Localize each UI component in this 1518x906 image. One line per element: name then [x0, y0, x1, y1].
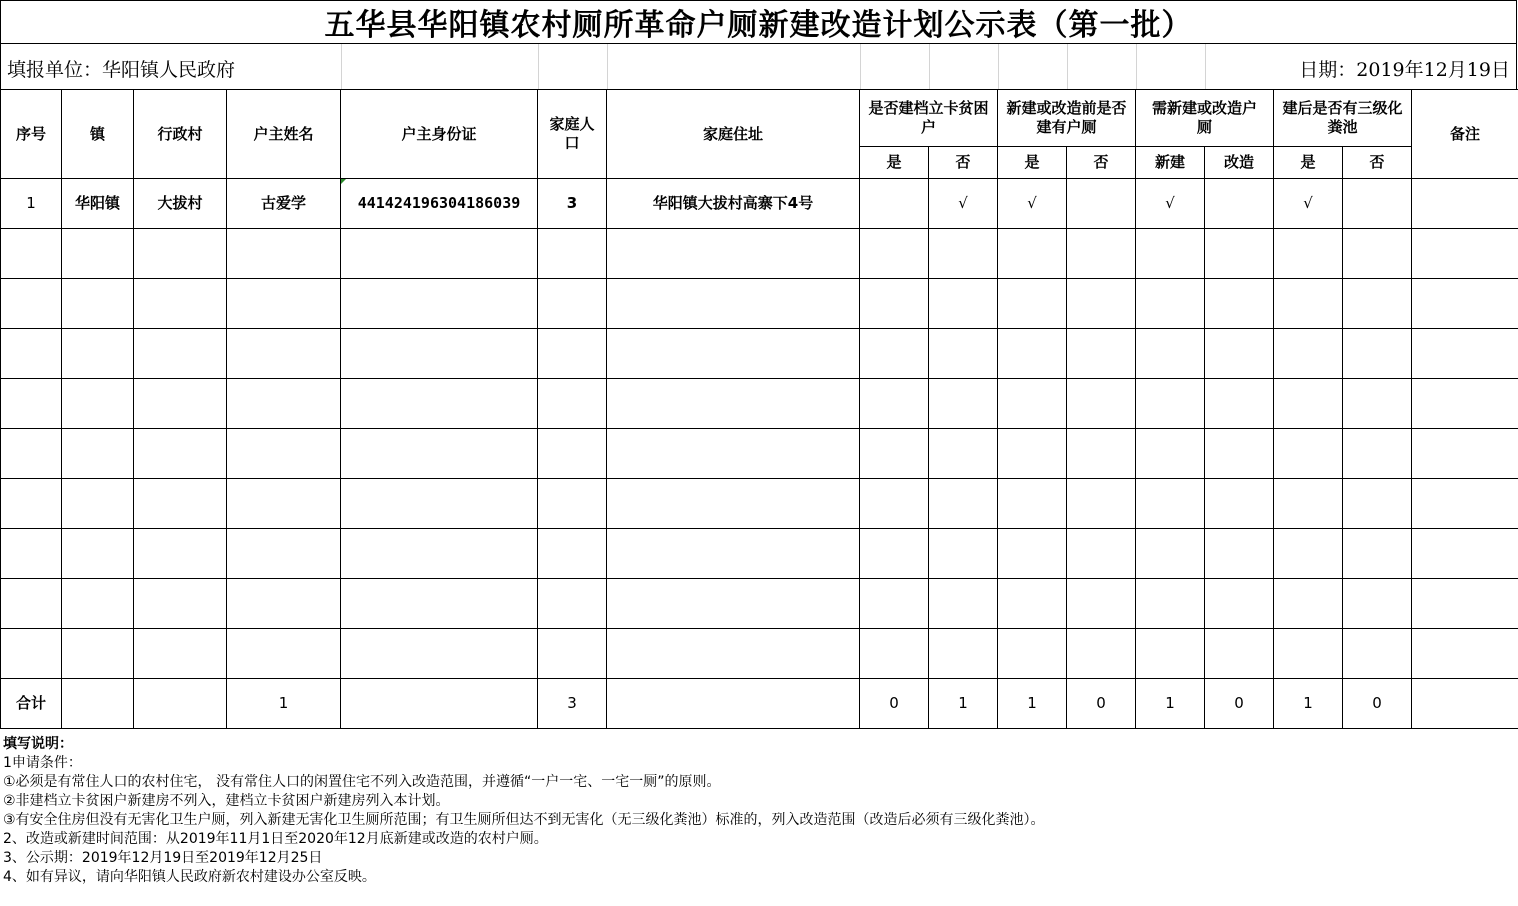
- table-row: [1, 629, 1518, 679]
- note-line: ③有安全住房但没有无害化卫生户厕，列入新建无害化卫生厕所范围；有卫生厕所但达不到无害化（无三级化粪池）标准的，列入改造范围（改造后必须有三级化粪池）。: [3, 812, 1045, 828]
- empty-cell[interactable]: [929, 629, 998, 679]
- empty-cell[interactable]: [1274, 279, 1343, 329]
- total-had-no[interactable]: 0: [1067, 679, 1136, 729]
- empty-cell[interactable]: [538, 229, 607, 279]
- header-village: 行政村: [134, 90, 227, 179]
- empty-cell[interactable]: [1274, 629, 1343, 679]
- empty-cell[interactable]: [929, 329, 998, 379]
- empty-cell[interactable]: [1136, 379, 1205, 429]
- cell-comment-marker: [341, 179, 346, 184]
- empty-cell[interactable]: [134, 379, 227, 429]
- table-row: [1, 329, 1518, 379]
- empty-cell[interactable]: [1136, 429, 1205, 479]
- subheader-need-renovate: 改造: [1205, 147, 1274, 179]
- empty-cell[interactable]: [1343, 429, 1412, 479]
- empty-cell[interactable]: [1205, 479, 1274, 529]
- empty-cell[interactable]: [860, 379, 929, 429]
- empty-cell[interactable]: [607, 479, 860, 529]
- empty-cell[interactable]: [998, 229, 1067, 279]
- empty-cell[interactable]: [341, 279, 538, 329]
- empty-cell[interactable]: [134, 529, 227, 579]
- header-poor: 是否建档立卡贫困户: [860, 90, 998, 147]
- gridline: [929, 44, 930, 89]
- empty-cell[interactable]: [341, 229, 538, 279]
- subheader-septic-yes: 是: [1274, 147, 1343, 179]
- empty-cell[interactable]: [227, 529, 341, 579]
- empty-cell[interactable]: [62, 529, 134, 579]
- empty-cell[interactable]: [1274, 479, 1343, 529]
- empty-cell[interactable]: [341, 579, 538, 629]
- header-need: 需新建或改造户厕: [1136, 90, 1274, 147]
- empty-cell[interactable]: [1, 329, 62, 379]
- empty-cell[interactable]: [1205, 229, 1274, 279]
- empty-cell[interactable]: [998, 379, 1067, 429]
- plan-table: [0, 89, 1518, 729]
- empty-cell[interactable]: [1412, 379, 1518, 429]
- table-row: [1, 379, 1518, 429]
- empty-cell[interactable]: [1205, 329, 1274, 379]
- empty-cell[interactable]: [341, 379, 538, 429]
- empty-cell[interactable]: [1067, 329, 1136, 379]
- cell-owner[interactable]: 古爱学: [227, 179, 341, 229]
- total-people[interactable]: 3: [538, 679, 607, 729]
- empty-cell[interactable]: [1412, 479, 1518, 529]
- header-seq: 序号: [1, 90, 62, 179]
- cell-septic-no[interactable]: [1343, 179, 1412, 229]
- total-id[interactable]: [341, 679, 538, 729]
- table-row: [1, 429, 1518, 479]
- total-septic-no[interactable]: 0: [1343, 679, 1412, 729]
- cell-need-renovate[interactable]: [1205, 179, 1274, 229]
- reporting-unit: 填报单位：华阳镇人民政府: [7, 59, 236, 81]
- empty-cell[interactable]: [998, 479, 1067, 529]
- total-had-yes[interactable]: 1: [998, 679, 1067, 729]
- empty-cell[interactable]: [1136, 229, 1205, 279]
- cell-had-no[interactable]: [1067, 179, 1136, 229]
- total-owner[interactable]: 1: [227, 679, 341, 729]
- empty-cell[interactable]: [62, 629, 134, 679]
- empty-cell[interactable]: [860, 529, 929, 579]
- table-row: [1, 179, 1518, 229]
- empty-cell[interactable]: [1, 229, 62, 279]
- note-line: 4、如有异议，请向华阳镇人民政府新农村建设办公室反映。: [3, 869, 376, 885]
- empty-cell[interactable]: [1412, 229, 1518, 279]
- subheader-poor-yes: 是: [860, 147, 929, 179]
- empty-cell[interactable]: [860, 329, 929, 379]
- header-address: 家庭住址: [607, 90, 860, 179]
- subheader-septic-no: 否: [1343, 147, 1412, 179]
- unit-date-row: [0, 44, 1517, 89]
- empty-cell[interactable]: [1067, 379, 1136, 429]
- empty-cell[interactable]: [998, 529, 1067, 579]
- empty-cell[interactable]: [227, 379, 341, 429]
- empty-cell[interactable]: [134, 429, 227, 479]
- total-poor-yes[interactable]: 0: [860, 679, 929, 729]
- page-title: 五华县华阳镇农村厕所革命户厕新建改造计划公示表（第一批）: [0, 0, 1517, 44]
- cell-poor-no[interactable]: √: [929, 179, 998, 229]
- empty-cell[interactable]: [1343, 579, 1412, 629]
- table-row: [1, 479, 1518, 529]
- empty-cell[interactable]: [62, 429, 134, 479]
- empty-cell[interactable]: [929, 479, 998, 529]
- empty-cell[interactable]: [1136, 479, 1205, 529]
- total-row: [1, 679, 1518, 729]
- total-poor-no[interactable]: 1: [929, 679, 998, 729]
- empty-cell[interactable]: [1412, 579, 1518, 629]
- empty-cell[interactable]: [860, 479, 929, 529]
- empty-cell[interactable]: [134, 329, 227, 379]
- empty-cell[interactable]: [538, 329, 607, 379]
- empty-cell[interactable]: [1, 429, 62, 479]
- empty-cell[interactable]: [341, 329, 538, 379]
- empty-cell[interactable]: [860, 579, 929, 629]
- empty-cell[interactable]: [62, 379, 134, 429]
- total-need-new[interactable]: 1: [1136, 679, 1205, 729]
- empty-cell[interactable]: [538, 379, 607, 429]
- empty-cell[interactable]: [1205, 629, 1274, 679]
- empty-cell[interactable]: [1274, 429, 1343, 479]
- empty-cell[interactable]: [1136, 529, 1205, 579]
- empty-cell[interactable]: [227, 629, 341, 679]
- gridline: [1205, 44, 1206, 89]
- gridline: [607, 44, 608, 89]
- empty-cell[interactable]: [341, 629, 538, 679]
- empty-cell[interactable]: [1274, 379, 1343, 429]
- cell-septic-yes[interactable]: √: [1274, 179, 1343, 229]
- empty-cell[interactable]: [62, 579, 134, 629]
- empty-cell[interactable]: [860, 429, 929, 479]
- header-owner: 户主姓名: [227, 90, 341, 179]
- empty-cell[interactable]: [538, 479, 607, 529]
- empty-cell[interactable]: [929, 529, 998, 579]
- empty-cell[interactable]: [1136, 279, 1205, 329]
- header-people: 家庭人口: [538, 90, 607, 179]
- empty-cell[interactable]: [134, 579, 227, 629]
- gridline: [341, 44, 342, 89]
- empty-cell[interactable]: [998, 429, 1067, 479]
- empty-cell[interactable]: [1067, 229, 1136, 279]
- empty-cell[interactable]: [607, 629, 860, 679]
- empty-cell[interactable]: [134, 479, 227, 529]
- empty-cell[interactable]: [1205, 579, 1274, 629]
- gridline: [1136, 44, 1137, 89]
- empty-cell[interactable]: [1343, 229, 1412, 279]
- empty-cell[interactable]: [538, 429, 607, 479]
- empty-cell[interactable]: [1, 479, 62, 529]
- gridline: [1067, 44, 1068, 89]
- total-village[interactable]: [134, 679, 227, 729]
- empty-cell[interactable]: [1136, 579, 1205, 629]
- total-remark[interactable]: [1412, 679, 1518, 729]
- empty-cell[interactable]: [134, 629, 227, 679]
- note-line: ①必须是有常住人口的农村住宅， 没有常住人口的闲置住宅不列入改造范围，并遵循“一户一宅、一宅一厕”的原则。: [3, 774, 721, 790]
- subheader-had-no: 否: [1067, 147, 1136, 179]
- cell-had-yes[interactable]: √: [998, 179, 1067, 229]
- empty-cell[interactable]: [538, 279, 607, 329]
- table-row: [1, 579, 1518, 629]
- empty-cell[interactable]: [929, 229, 998, 279]
- empty-cell[interactable]: [1205, 279, 1274, 329]
- empty-cell[interactable]: [998, 629, 1067, 679]
- empty-cell[interactable]: [227, 579, 341, 629]
- empty-cell[interactable]: [1067, 279, 1136, 329]
- empty-cell[interactable]: [62, 329, 134, 379]
- empty-cell[interactable]: [1343, 329, 1412, 379]
- header-remark: 备注: [1412, 90, 1518, 179]
- cell-poor-yes[interactable]: [860, 179, 929, 229]
- empty-cell[interactable]: [1343, 529, 1412, 579]
- empty-cell[interactable]: [227, 229, 341, 279]
- empty-cell[interactable]: [538, 629, 607, 679]
- total-town[interactable]: [62, 679, 134, 729]
- header-id: 户主身份证: [341, 90, 538, 179]
- empty-cell[interactable]: [1274, 329, 1343, 379]
- empty-cell[interactable]: [607, 379, 860, 429]
- notes-section: [3, 735, 1045, 887]
- empty-cell[interactable]: [227, 279, 341, 329]
- empty-cell[interactable]: [341, 529, 538, 579]
- empty-cell[interactable]: [1274, 529, 1343, 579]
- total-septic-yes[interactable]: 1: [1274, 679, 1343, 729]
- empty-cell[interactable]: [1067, 479, 1136, 529]
- empty-cell[interactable]: [1205, 529, 1274, 579]
- empty-cell[interactable]: [1274, 229, 1343, 279]
- empty-cell[interactable]: [860, 229, 929, 279]
- empty-cell[interactable]: [1205, 379, 1274, 429]
- empty-cell[interactable]: [1412, 529, 1518, 579]
- cell-remark[interactable]: [1412, 179, 1518, 229]
- empty-cell[interactable]: [1274, 579, 1343, 629]
- empty-cell[interactable]: [1067, 629, 1136, 679]
- empty-cell[interactable]: [1, 529, 62, 579]
- empty-cell[interactable]: [134, 279, 227, 329]
- empty-cell[interactable]: [860, 279, 929, 329]
- cell-people[interactable]: 3: [538, 179, 607, 229]
- empty-cell[interactable]: [607, 579, 860, 629]
- empty-cell[interactable]: [134, 229, 227, 279]
- empty-cell[interactable]: [607, 429, 860, 479]
- empty-cell[interactable]: [1412, 279, 1518, 329]
- header-town: 镇: [62, 90, 134, 179]
- empty-cell[interactable]: [1412, 329, 1518, 379]
- cell-village[interactable]: 大拔村: [134, 179, 227, 229]
- empty-cell[interactable]: [607, 229, 860, 279]
- empty-cell[interactable]: [1, 379, 62, 429]
- subheader-poor-no: 否: [929, 147, 998, 179]
- empty-cell[interactable]: [607, 329, 860, 379]
- empty-cell[interactable]: [929, 579, 998, 629]
- note-line: ②非建档立卡贫困户新建房不列入，建档立卡贫困户新建房列入本计划。: [3, 793, 450, 809]
- empty-cell[interactable]: [1205, 429, 1274, 479]
- empty-cell[interactable]: [1, 629, 62, 679]
- empty-cell[interactable]: [227, 329, 341, 379]
- empty-cell[interactable]: [929, 379, 998, 429]
- empty-cell[interactable]: [227, 479, 341, 529]
- empty-cell[interactable]: [62, 229, 134, 279]
- empty-cell[interactable]: [1136, 329, 1205, 379]
- gridline: [538, 44, 539, 89]
- empty-cell[interactable]: [341, 429, 538, 479]
- empty-cell[interactable]: [538, 529, 607, 579]
- empty-cell[interactable]: [1, 579, 62, 629]
- gridline: [860, 44, 861, 89]
- empty-cell[interactable]: [860, 629, 929, 679]
- subheader-had-yes: 是: [998, 147, 1067, 179]
- empty-cell[interactable]: [62, 279, 134, 329]
- empty-cell[interactable]: [998, 579, 1067, 629]
- note-line: 1申请条件：: [3, 755, 82, 771]
- empty-cell[interactable]: [1343, 379, 1412, 429]
- empty-cell[interactable]: [1343, 279, 1412, 329]
- empty-cell[interactable]: [538, 579, 607, 629]
- empty-cell[interactable]: [998, 279, 1067, 329]
- table-row: [1, 529, 1518, 579]
- total-need-renovate[interactable]: 0: [1205, 679, 1274, 729]
- empty-cell[interactable]: [1067, 529, 1136, 579]
- empty-cell[interactable]: [1067, 579, 1136, 629]
- empty-cell[interactable]: [1412, 429, 1518, 479]
- cell-id[interactable]: 441424196304186039: [341, 179, 538, 229]
- header-septic: 建后是否有三级化粪池: [1274, 90, 1412, 147]
- notes-title: 填写说明：: [3, 736, 73, 752]
- empty-cell[interactable]: [998, 329, 1067, 379]
- report-date: 日期：2019年12月19日: [1299, 59, 1510, 81]
- empty-cell[interactable]: [62, 479, 134, 529]
- table-row: [1, 229, 1518, 279]
- empty-cell[interactable]: [929, 429, 998, 479]
- empty-cell[interactable]: [607, 279, 860, 329]
- cell-need-new[interactable]: √: [1136, 179, 1205, 229]
- empty-cell[interactable]: [341, 479, 538, 529]
- empty-cell[interactable]: [1412, 629, 1518, 679]
- cell-seq[interactable]: 1: [1, 179, 62, 229]
- note-line: 2、改造或新建时间范围：从2019年11月1日至2020年12月底新建或改造的农村户厕。: [3, 831, 548, 847]
- empty-cell[interactable]: [1136, 629, 1205, 679]
- empty-cell[interactable]: [1067, 429, 1136, 479]
- header-had-toilet: 新建或改造前是否建有户厕: [998, 90, 1136, 147]
- table-row: [1, 279, 1518, 329]
- header-row: [1, 90, 1518, 147]
- cell-town[interactable]: 华阳镇: [62, 179, 134, 229]
- gridline: [998, 44, 999, 89]
- total-label[interactable]: 合计: [1, 679, 62, 729]
- empty-cell[interactable]: [607, 529, 860, 579]
- empty-cell[interactable]: [1343, 629, 1412, 679]
- empty-cell[interactable]: [929, 279, 998, 329]
- empty-cell[interactable]: [1343, 479, 1412, 529]
- cell-address[interactable]: 华阳镇大拔村高寨下4号: [607, 179, 860, 229]
- empty-cell[interactable]: [227, 429, 341, 479]
- total-address[interactable]: [607, 679, 860, 729]
- subheader-need-new: 新建: [1136, 147, 1205, 179]
- empty-cell[interactable]: [1, 279, 62, 329]
- note-line: 3、公示期：2019年12月19日至2019年12月25日: [3, 850, 323, 866]
